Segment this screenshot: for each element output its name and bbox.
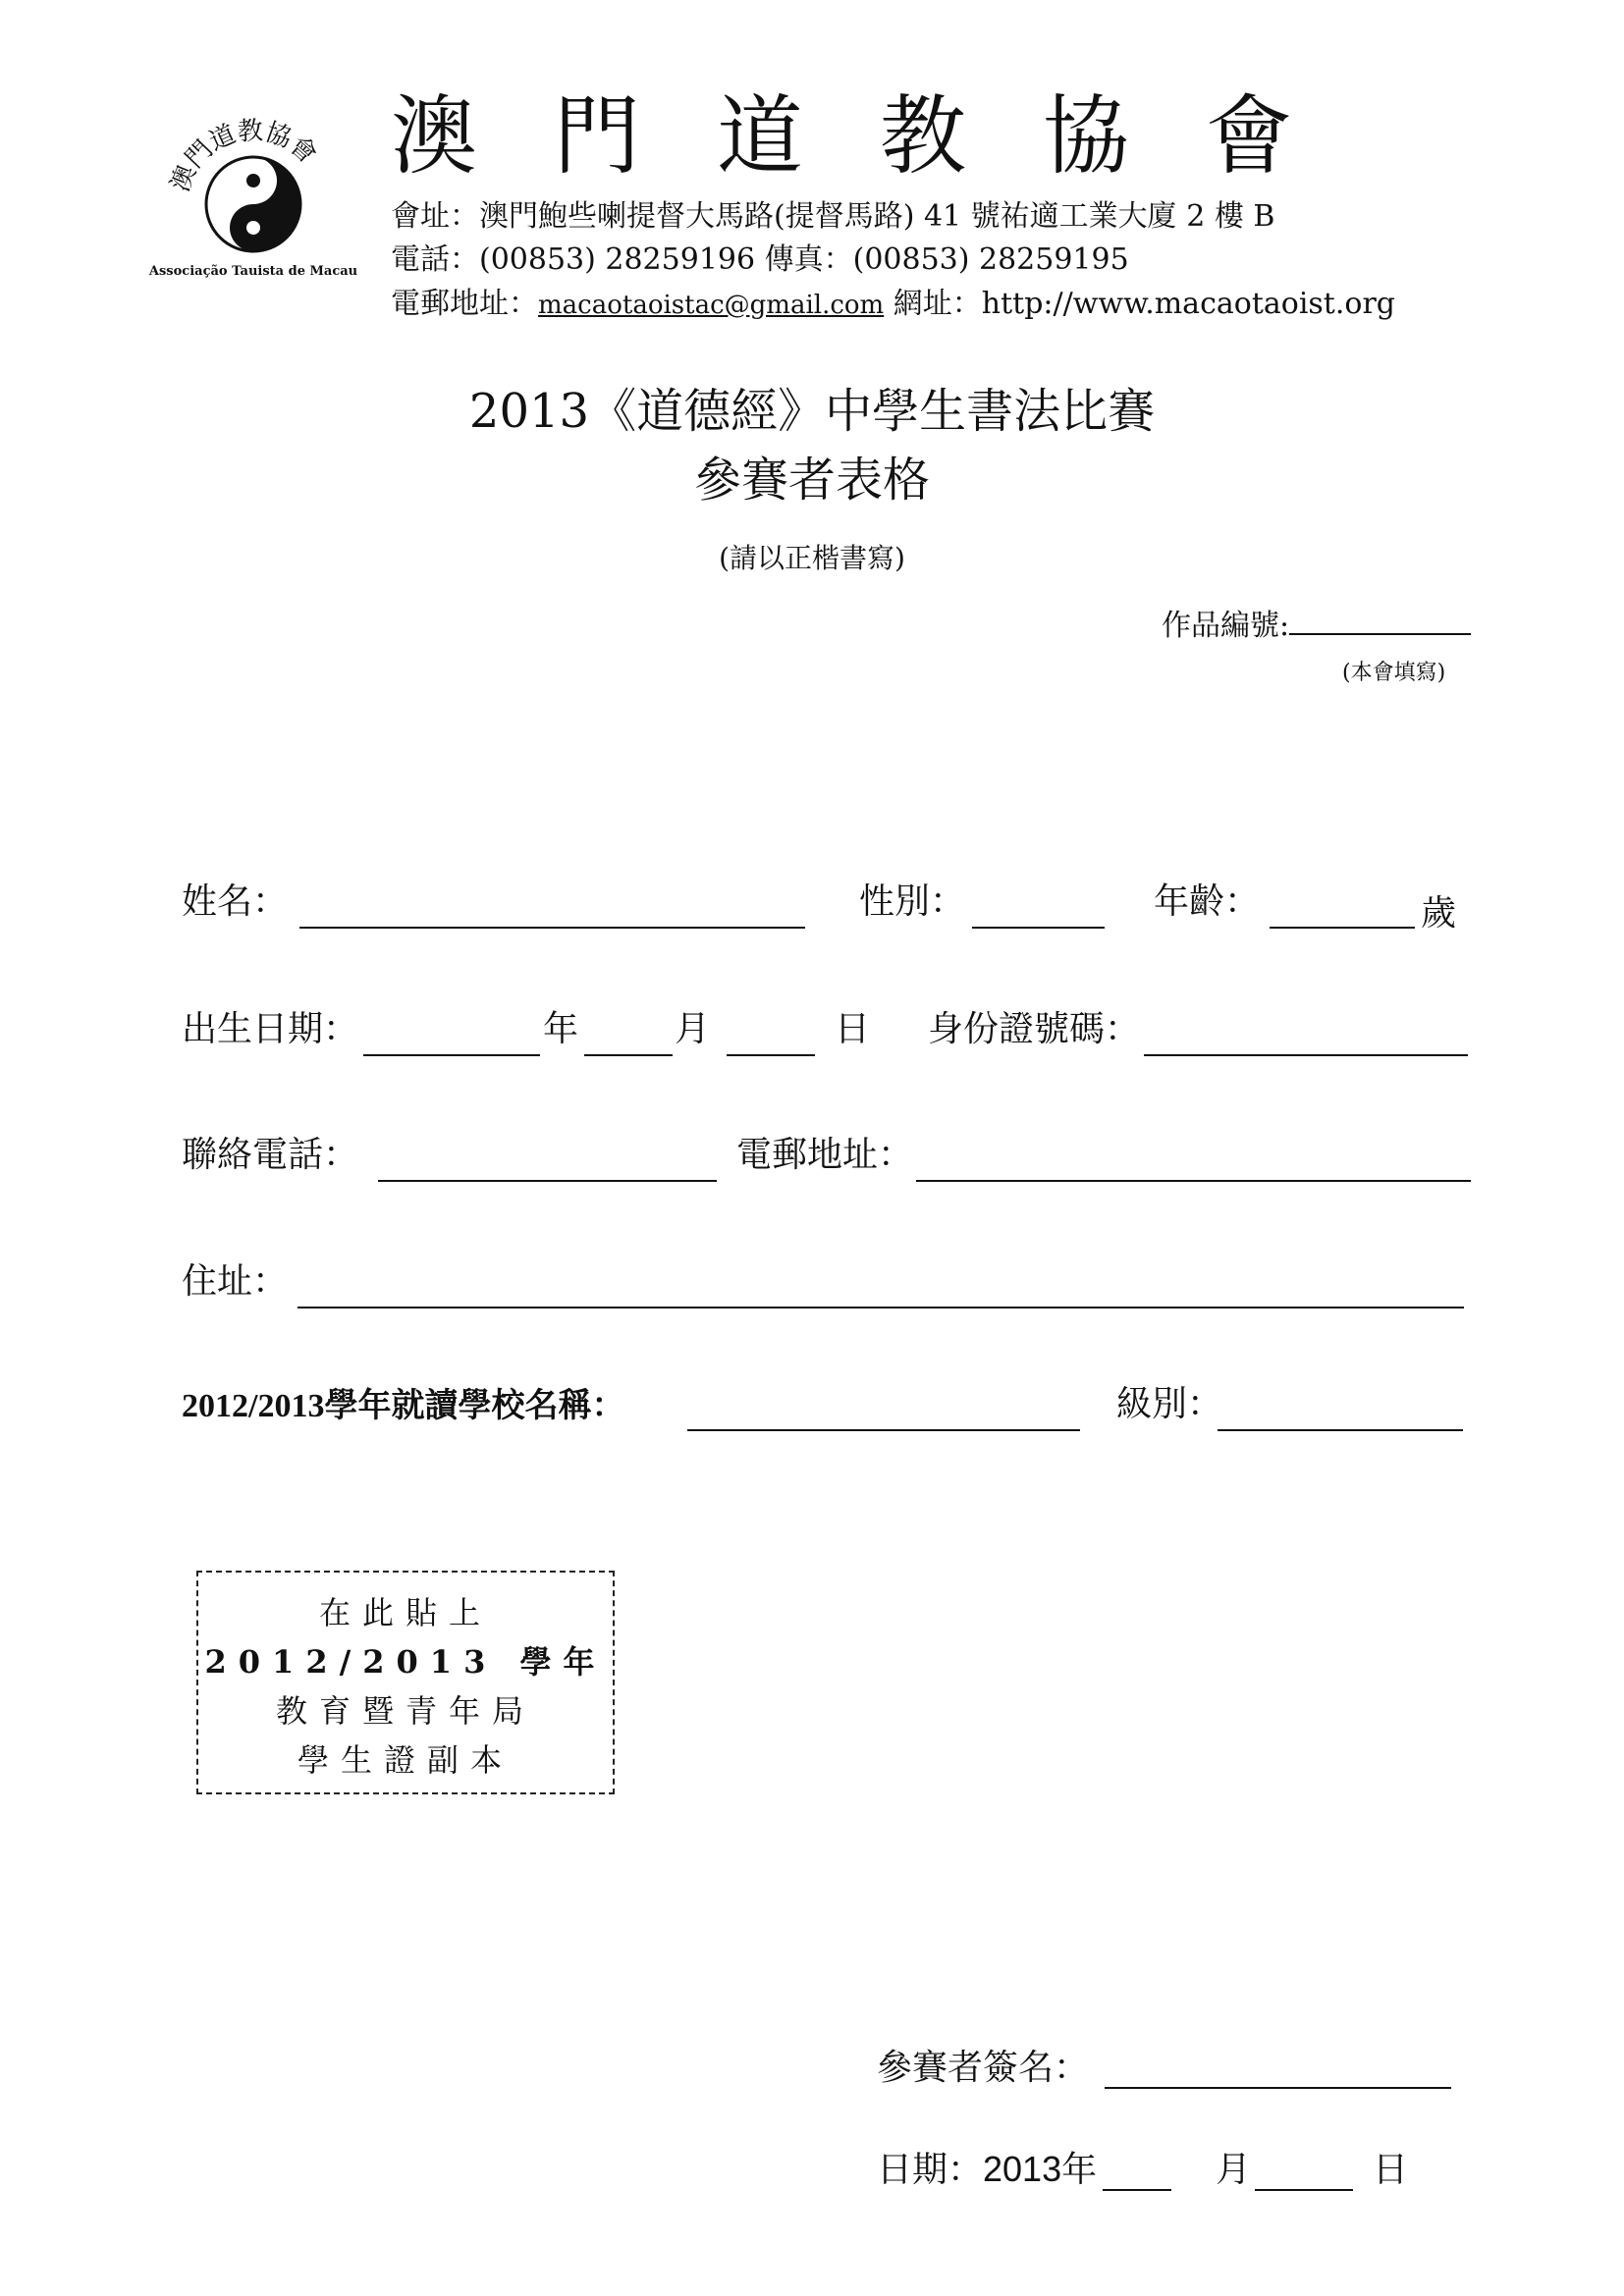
association-logo (147, 98, 358, 285)
yin-yang-icon (206, 157, 300, 251)
entry-number-field (1162, 601, 1471, 644)
email-label: 電郵地址： (391, 287, 538, 321)
grade-field[interactable] (1218, 1429, 1463, 1431)
org-address: 會址：澳門鮑些喇提督大馬路(提督馬路) 41 號祐適工業大廈 2 樓 B (391, 199, 1275, 234)
row-dob-id (182, 1008, 1478, 1070)
grade-label: 級別： (1116, 1383, 1223, 1423)
form-subtitle: 參賽者表格 (693, 453, 930, 507)
logo-ring-text: 澳門道教協會 (165, 116, 323, 196)
date-label: 日期：2013年 (877, 2149, 1098, 2189)
address-label: 住址： (182, 1260, 289, 1301)
signature-row (877, 2040, 1466, 2099)
name-field[interactable] (299, 927, 805, 929)
tel-field[interactable] (378, 1180, 717, 1182)
date-month-unit: 月 (1216, 2149, 1252, 2189)
stamp-text-1: 在此貼上 (318, 1594, 492, 1631)
date-month-field[interactable] (1103, 2189, 1171, 2191)
dob-month-field[interactable] (584, 1054, 673, 1056)
name-label: 姓名： (182, 881, 289, 921)
signature-label: 參賽者簽名： (877, 2047, 1090, 2087)
org-email-web (391, 287, 1396, 321)
address-field[interactable] (298, 1307, 1464, 1308)
signature-field[interactable] (1105, 2087, 1451, 2089)
writing-instruction: (請以正楷書寫) (719, 542, 905, 574)
id-field[interactable] (1144, 1054, 1468, 1056)
logo-caption: Associação Tauista de Macau (148, 264, 358, 279)
email-link[interactable]: macaotaoistac@gmail.com (538, 291, 885, 320)
email-field[interactable] (916, 1180, 1471, 1182)
age-field[interactable] (1270, 927, 1415, 929)
id-label: 身份證號碼： (928, 1008, 1141, 1048)
date-day-unit: 日 (1373, 2149, 1409, 2189)
age-label: 年齡： (1154, 881, 1261, 921)
entry-number-note: (本會填寫) (1342, 661, 1446, 685)
stamp-text-4: 學生證副本 (297, 1741, 514, 1779)
dob-year-field[interactable] (363, 1054, 540, 1056)
age-unit: 歲 (1421, 892, 1457, 933)
date-day-field[interactable] (1255, 2189, 1353, 2191)
email-field-label: 電郵地址： (736, 1134, 914, 1174)
dob-day-field[interactable] (727, 1054, 815, 1056)
dob-day-unit: 日 (835, 1008, 871, 1048)
form-title: 2013《道德經》中學生書法比賽 (468, 384, 1156, 439)
row-school-grade (182, 1383, 1478, 1445)
dob-year-unit: 年 (543, 1008, 579, 1048)
row-tel-email (182, 1134, 1478, 1196)
student-card-paste-area (196, 1571, 615, 1794)
gender-field[interactable] (972, 927, 1105, 929)
dob-label: 出生日期： (182, 1008, 359, 1048)
date-row (877, 2142, 1466, 2201)
entry-number-label: 作品編號: (1162, 609, 1290, 643)
stamp-text-2: 2012/2013 學年 (204, 1643, 607, 1681)
tel-label: 聯絡電話： (182, 1134, 359, 1174)
stamp-text-3: 教育暨青年局 (275, 1692, 535, 1730)
school-field[interactable] (687, 1429, 1080, 1431)
org-name: 澳門道教協會 (391, 85, 1370, 187)
entry-number-line[interactable] (1289, 632, 1471, 635)
row-address (182, 1260, 1478, 1322)
row-name-gender-age (182, 883, 1478, 942)
website-text[interactable]: 網址：http://www.macaotaoist.org (893, 287, 1396, 321)
org-phone-fax: 電話：(00853) 28259196 傳真：(00853) 28259195 (391, 242, 1129, 277)
dob-month-unit: 月 (675, 1008, 711, 1048)
gender-label: 性別： (859, 881, 966, 921)
school-label: 2012/2013學年就讀學校名稱： (182, 1388, 625, 1424)
